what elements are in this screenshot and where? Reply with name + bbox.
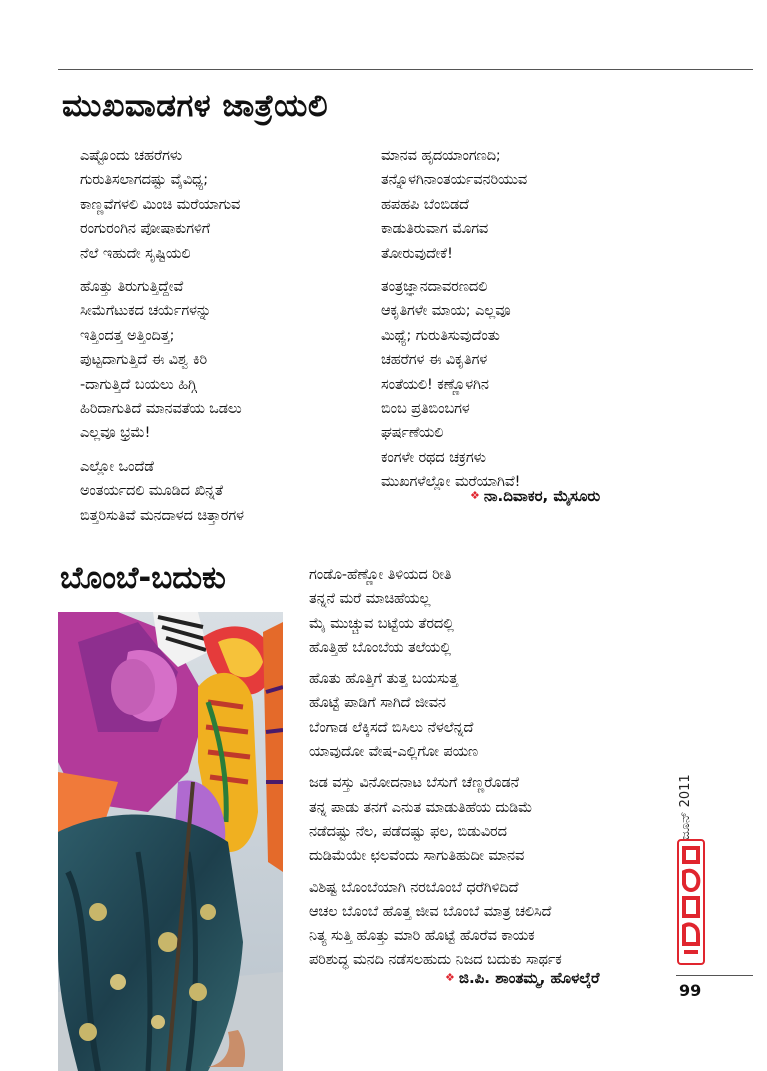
- poem-line: ಎಲ್ಲವೂ ಭ್ರಮೆ!: [80, 425, 151, 442]
- mayura-logo: [676, 838, 706, 966]
- poem-line: -ದಾಗುತ್ತಿದೆ ಬಯಲು ಹಿಗ್ಗಿ: [80, 376, 197, 393]
- page-number: 99: [679, 981, 702, 1000]
- poem-line: ತೋರುವುದೇಕೆ!: [381, 245, 453, 262]
- stanza: [309, 563, 562, 660]
- poem-line: ಹೊತ್ತಿಹೆ ಬೊಂಬೆಯ ತಲೆಯಲ್ಲಿ: [309, 639, 452, 656]
- poem-line: ಆಕೃತಿಗಳೇ ಮಾಯ; ಎಲ್ಲವೂ: [381, 303, 511, 320]
- poem-line: ಗಂಡೊ-ಹೆಣ್ಣೋ ತಿಳಿಯದ ರೀತಿ: [309, 567, 452, 583]
- poem-line: ಪುಟ್ಟದಾಗುತ್ತಿದೆ ಈ ವಿಶ್ವ ಕಿರಿ: [80, 352, 208, 369]
- magazine-sidebar: [676, 774, 706, 970]
- issue-date: ಜೂನ್ 2011: [678, 774, 693, 840]
- poem-line: ನಡೆದಷ್ಟು ನೆಲ, ಪಡೆದಷ್ಟು ಫಲ, ಬಿಡುವಿರದ: [309, 823, 507, 840]
- puppet-bearer-photo: [58, 612, 283, 1071]
- poem-line: ಸಂತೆಯಲಿ! ಕಣ್ಣೊಳಗಿನ: [381, 376, 489, 393]
- stanza: [80, 144, 244, 266]
- poem-line: ಜಡ ವಸ್ತು ವಿನೋದನಾಟ ಬೆಸುಗೆ ಚೆಣ್ಣರೊಡನೆ: [309, 775, 520, 792]
- poem-line: ದುಡಿಮೆಯೇ ಛಲವೆಂದು ಸಾಗುತಿಹುದೀ ಮಾನವ: [309, 848, 525, 865]
- poem-line: ಚಹರೆಗಳ ಈ ವಿಕೃತಿಗಳ: [381, 352, 488, 369]
- poem-line: ಮುಖಗಳೆಲ್ಲೋ ಮರೆಯಾಗಿವೆ!: [381, 474, 521, 491]
- poem-line: ತಂತ್ರಜ್ಞಾನದಾವರಣದಲಿ: [381, 279, 488, 296]
- poem1-author-name: ನಾ.ದಿವಾಕರ, ಮೈಸೂರು: [483, 487, 601, 505]
- poem-line: ತನ್ನನೆ ಮರೆ ಮಾಚಿಹೆಯಲ್ಲ: [309, 591, 431, 608]
- poem2-author-name: ಜಿ.ಪಿ. ಶಾಂತಮ್ಮ, ಹೊಳಲ್ಕೆರೆ: [458, 969, 600, 987]
- poem1-author: [470, 487, 600, 505]
- poem-line: ಸೀಮೆಗೆಟುಕದ ಚರ್ಯೆಗಳನ್ನು: [80, 303, 212, 320]
- poem-line: ಕಂಗಳೇ ರಥದ ಚಕ್ರಗಳು: [381, 449, 486, 466]
- stanza: [80, 455, 244, 528]
- poem-line: ರಂಗುರಂಗಿನ ಪೋಷಾಕುಗಳಿಗೆ: [80, 221, 211, 238]
- stanza: [381, 144, 527, 266]
- poem-line: ಮಿಥ್ಯೆ; ಗುರುತಿಸುವುದೆಂತು: [381, 327, 500, 344]
- poem-line: ಬಿಂಬ ಪ್ರತಿಬಿಂಬಗಳ: [381, 401, 470, 418]
- poem-line: ನೆಲೆ ಇಹುದೇ ಸೃಷ್ಟಿಯಲಿ: [80, 245, 191, 262]
- poem-line: ಅಂತರ್ಯದಲಿ ಮೂಡಿದ ಖಿನ್ನತೆ: [80, 483, 224, 500]
- poem-line: ತನ್ನ ಪಾಡು ತನಗೆ ಎನುತ ಮಾಡುತಿಹೆಯ ದುಡಿಮೆ: [309, 799, 533, 816]
- poem-line: ಗುರುತಿಸಲಾಗದಷ್ಟು ವೈವಿಧ್ಯ;: [80, 172, 209, 189]
- top-rule: [58, 69, 753, 70]
- stanza: [309, 771, 562, 868]
- poem-line: ಎಷ್ಟೊಂದು ಚಹರೆಗಳು: [80, 148, 183, 164]
- poem-line: ಎಲ್ಲೋ ಒಂದೆಡೆ: [80, 458, 154, 475]
- poem-line: ಹೊಟ್ಟೆ ಪಾಡಿಗೆ ಸಾಗಿದೆ ಜೀವನ: [309, 695, 446, 712]
- poem-line: ನಿತ್ಯ ಸುತ್ತಿ ಹೊತ್ತು ಮಾರಿ ಹೊಟ್ಟೆ ಹೊರೆವ ಕಾಯಕ: [309, 928, 535, 945]
- poem-line: ಹಿರಿದಾಗುತಿದೆ ಮಾನವತೆಯ ಒಡಲು: [80, 401, 242, 418]
- diamond-icon: ❖: [470, 489, 480, 502]
- poem-line: ಆಚಲ ಬೊಂಬೆ ಹೊತ್ತ ಜೀವ ಬೊಂಬೆ ಮಾತ್ರ ಚಲಿಸಿದೆ: [309, 903, 552, 920]
- footer-rule: [676, 975, 753, 976]
- poem-line: ಘರ್ಷಣೆಯಲಿ: [381, 425, 444, 442]
- poem2-title: ಬೊಂಬೆ-ಬದುಕು: [60, 560, 226, 596]
- stanza: [80, 275, 244, 446]
- poem-line: ಕಾಡುತಿರುವಾಗ ಮೊಗವ: [381, 221, 489, 238]
- poem-line: ಹೊತ್ತು ತಿರುಗುತ್ತಿದ್ದೇವೆ: [80, 279, 184, 296]
- stanza: [309, 667, 562, 764]
- poem-line: ಹೊತು ಹೊತ್ತಿಗೆ ತುತ್ತ ಬಯಸುತ್ತ: [309, 671, 458, 688]
- poem2-column: [309, 563, 562, 980]
- poem1-title: ಮುಖವಾಡಗಳ ಜಾತ್ರೆಯಲಿ: [62, 88, 329, 124]
- poem-line: ಮೈ ಮುಚ್ಚುವ ಬಟ್ಟೆಯ ತೆರದಲ್ಲಿ: [309, 615, 454, 632]
- poem-line: ಮಾನವ ಹೃದಯಾಂಗಣದಿ;: [381, 148, 501, 164]
- poem-line: ಯಾವುದೋ ವೇಷ-ಎಲ್ಲಿಗೋ ಪಯಣ: [309, 744, 479, 761]
- stanza: [309, 876, 562, 973]
- poem-line: ವಿಶಿಷ್ಟ ಬೊಂಬೆಯಾಗಿ ನರಬೊಂಬೆ ಧರೆಗಿಳಿದಿದೆ: [309, 879, 519, 896]
- poem-line: ಹಪಹಪಿ ಬೆಂಬಿಡದೆ: [381, 196, 469, 213]
- poem-line: ಇತ್ತಿಂದತ್ತ ಅತ್ತಿಂದಿತ್ತ;: [80, 327, 175, 344]
- poem1-right-column: [381, 144, 527, 504]
- poem-line: ಬೆಂಗಾಡ ಲೆಕ್ಕಿಸದೆ ಬಿಸಿಲು ನೆಳಲೆನ್ನದೆ: [309, 719, 474, 736]
- diamond-icon: ❖: [445, 971, 455, 984]
- poem2-author: [445, 969, 600, 987]
- poem1-left-column: [80, 144, 244, 537]
- poem-line: ಬಿತ್ತರಿಸುತಿವೆ ಮನದಾಳದ ಚಿತ್ತಾರಗಳ: [80, 507, 244, 524]
- poem-line: ಕಾಣ್ಣವೆಗಳಲಿ ಮಿಂಚಿ ಮರೆಯಾಗುವ: [80, 196, 241, 213]
- stanza: [381, 275, 527, 495]
- poem-line: ತನ್ನೊಳಗಿನಾಂತರ್ಯವನರಿಯುವ: [381, 172, 528, 189]
- poem-line: ಪರಿಶುದ್ಧ ಮನದಿ ನಡೆಸಲಹುದು ನಿಜದ ಬದುಕು ಸಾರ್ಥಕ: [309, 952, 562, 969]
